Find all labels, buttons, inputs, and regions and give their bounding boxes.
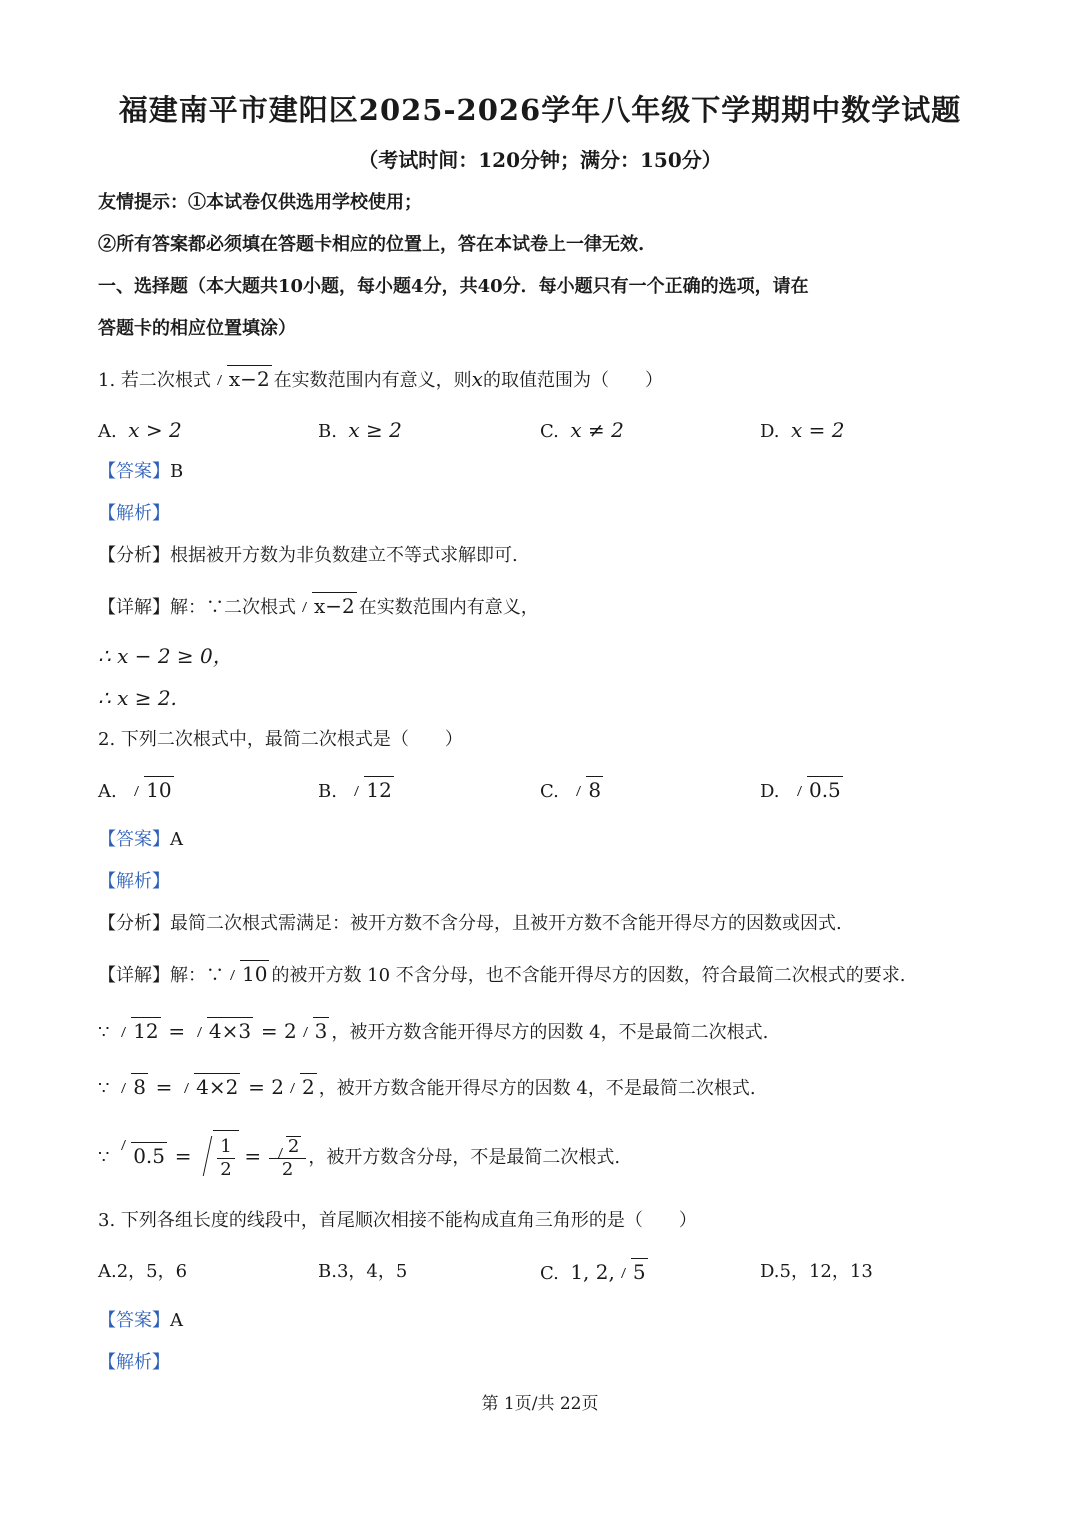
q1-option-c: C. x ≠ 2 [540,418,624,442]
q3-option-c: C. 1, 2, 5 [540,1256,650,1290]
page-title: 福建南平市建阳区2025-2026学年八年级下学期期中数学试题 [118,93,962,127]
q3-option-d: D.5，12，13 [760,1261,873,1282]
q2-analysis: 【分析】最简二次根式需满足：被开方数不含分母，且被开方数不含能开得尽方的因数或因式. [98,913,842,934]
page-number: 第 1页/共 22页 [481,1394,599,1414]
q2-detail: 【详解】解：∵ 10 的被开方数 10 不含分母，也不含能开得尽方的因数，符合最简二次根式的要求. [98,958,982,992]
notice-line-2: ②所有答案都必须填在答题卡相应的位置上，答在本试卷上一律无效. [98,234,645,255]
q2-detail-line-c: ∵ 8 = 4×2 = 2 2 ，被开方数含能开得尽方的因数 4，不是最简二次根式. [98,1071,982,1105]
q1-option-d: D. x = 2 [760,418,845,442]
q1-option-b: B. x ≥ 2 [318,418,402,442]
q2-answer: 【答案】A [98,829,183,850]
sqrt-expression: x−2 [213,363,272,395]
q1-analysis: 【分析】根据被开方数为非负数建立不等式求解即可. [98,545,518,566]
q3-option-a: A.2，5，6 [98,1261,188,1282]
q1-option-a: A. x > 2 [98,418,182,442]
q1-detail: 【详解】解：∵二次根式 x−2 在实数范围内有意义， [98,590,982,624]
question-2-stem: 2. 下列二次根式中，最简二次根式是（ ） [98,729,463,750]
q2-option-c: C. 8 [540,774,605,808]
q3-explain-tag: 【解析】 [98,1352,170,1373]
section-heading-cont: 答题卡的相应位置填涂） [98,318,296,339]
q2-option-a: A. 10 [98,774,176,808]
notice-line-1: 友情提示：①本试卷仅供选用学校使用； [98,192,422,213]
q2-option-d: D. 0.5 [760,774,845,808]
section-heading: 一、选择题（本大题共10小题，每小题4分，共40分．每小题只有一个正确的选项，请在 [98,276,809,297]
q1-step-2: ∴ x ≥ 2. [98,686,177,710]
sqrt-expression: x−2 [298,590,357,622]
q2-explain-tag: 【解析】 [98,871,170,892]
exam-info: （考试时间：120分钟；满分：150分） [358,148,722,172]
question-3-stem: 3. 下列各组长度的线段中，首尾顺次相接不能构成直角三角形的是（ ） [98,1210,697,1231]
question-1-stem: 1. 若二次根式 x−2 在实数范围内有意义，则x的取值范围为（ ） [98,363,982,397]
q3-option-b: B.3，4，5 [318,1261,408,1282]
q2-option-b: B. 12 [318,774,396,808]
q1-step-1: ∴ x − 2 ≥ 0， [98,644,233,668]
q2-detail-line-b: ∵ 12 = 4×3 = 2 3 ，被开方数含能开得尽方的因数 4，不是最简二次根式. [98,1015,982,1049]
q2-detail-line-d: ∵ 0.5 = $\frac{1}{2}$ = $\frac{2}{2}$ ，被开方数含分母，不是最简二次根式. [98,1128,982,1187]
q3-answer: 【答案】A [98,1310,183,1331]
q1-answer: 【答案】B [98,461,184,482]
q1-explain-tag: 【解析】 [98,503,170,524]
